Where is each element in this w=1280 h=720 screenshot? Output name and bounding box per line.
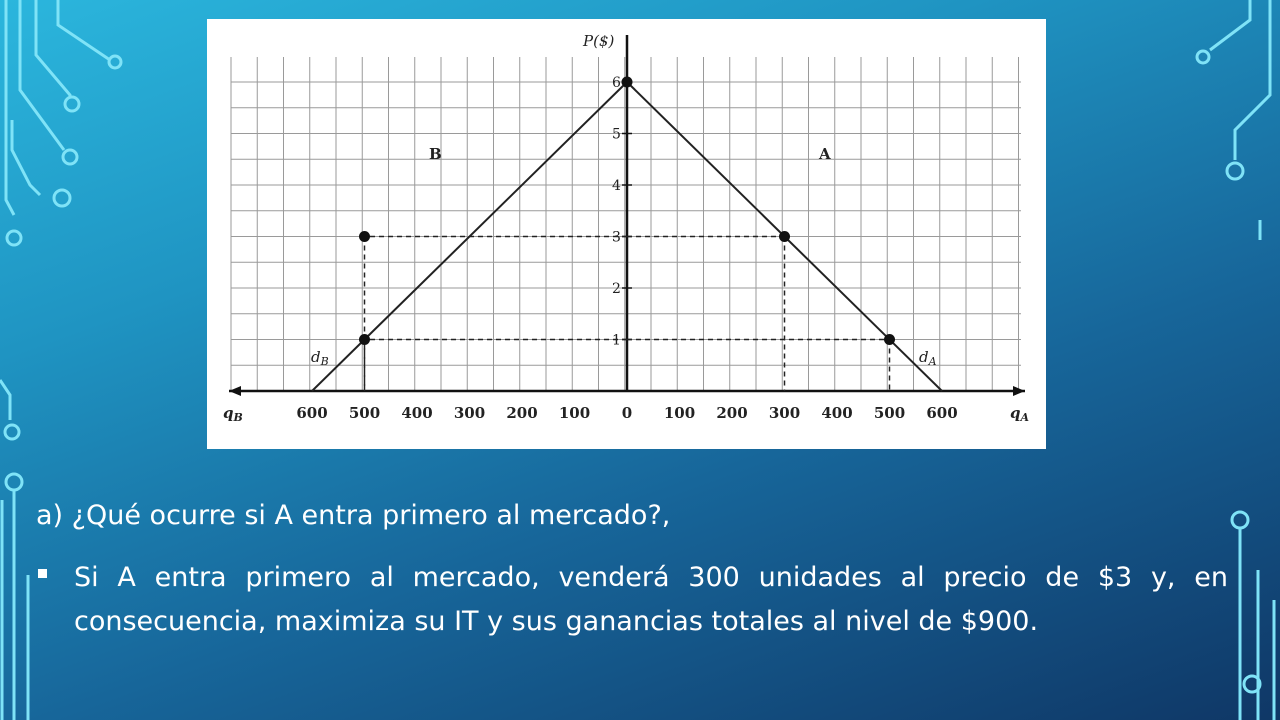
y-axis-label: P($) xyxy=(583,32,615,50)
series-label-db: $d_B$ xyxy=(311,348,329,368)
question-text: a) ¿Qué ocurre si A entra primero al mercado?, xyxy=(36,500,671,531)
answer-bullet-item xyxy=(38,556,1228,644)
x-tick-label-right: 500 xyxy=(873,404,906,422)
y-tick-label: 1 xyxy=(612,332,621,349)
y-tick-label: 2 xyxy=(612,281,621,297)
x-tick-label-right: 100 xyxy=(663,404,696,422)
x-tick-label-left: 200 xyxy=(506,404,538,422)
data-point xyxy=(884,334,895,345)
x-tick-label-right: 200 xyxy=(716,404,748,422)
series-label-da: $d_A$ xyxy=(919,348,937,368)
y-tick-label: 5 xyxy=(612,126,621,143)
x-tick-label-left: 600 xyxy=(296,404,328,422)
y-tick-label: 3 xyxy=(612,229,621,246)
data-point xyxy=(779,231,790,242)
answer-text: Si A entra primero al mercado, venderá 300 unidades al precio de $3 y, en consecuencia, maximiza su IT y sus ganancias totales al nivel de $900. xyxy=(74,562,1228,637)
demand-chart xyxy=(207,19,1046,449)
x-tick-label-right: 400 xyxy=(821,404,853,422)
x-axis-label-right: $q_A$ xyxy=(1010,404,1030,424)
data-point xyxy=(622,77,633,88)
data-point xyxy=(359,231,370,242)
x-tick-label-right: 600 xyxy=(926,404,958,422)
x-tick-label-left: 500 xyxy=(348,404,381,422)
data-point xyxy=(359,334,370,345)
x-axis-label-left: $q_B$ xyxy=(223,404,243,424)
y-tick-label: 6 xyxy=(612,75,621,91)
x-tick-label-left: 100 xyxy=(558,404,591,422)
bullet-icon xyxy=(38,569,47,578)
chart-panel xyxy=(207,19,1046,449)
x-tick-label-left: 400 xyxy=(401,404,433,422)
region-label-b: B xyxy=(429,145,442,163)
x-tick-label-left: 300 xyxy=(453,404,486,422)
x-tick-label-right: 0 xyxy=(621,404,633,422)
region-label-a: A xyxy=(819,145,831,163)
y-tick-label: 4 xyxy=(612,178,621,194)
x-tick-label-right: 300 xyxy=(768,404,801,422)
